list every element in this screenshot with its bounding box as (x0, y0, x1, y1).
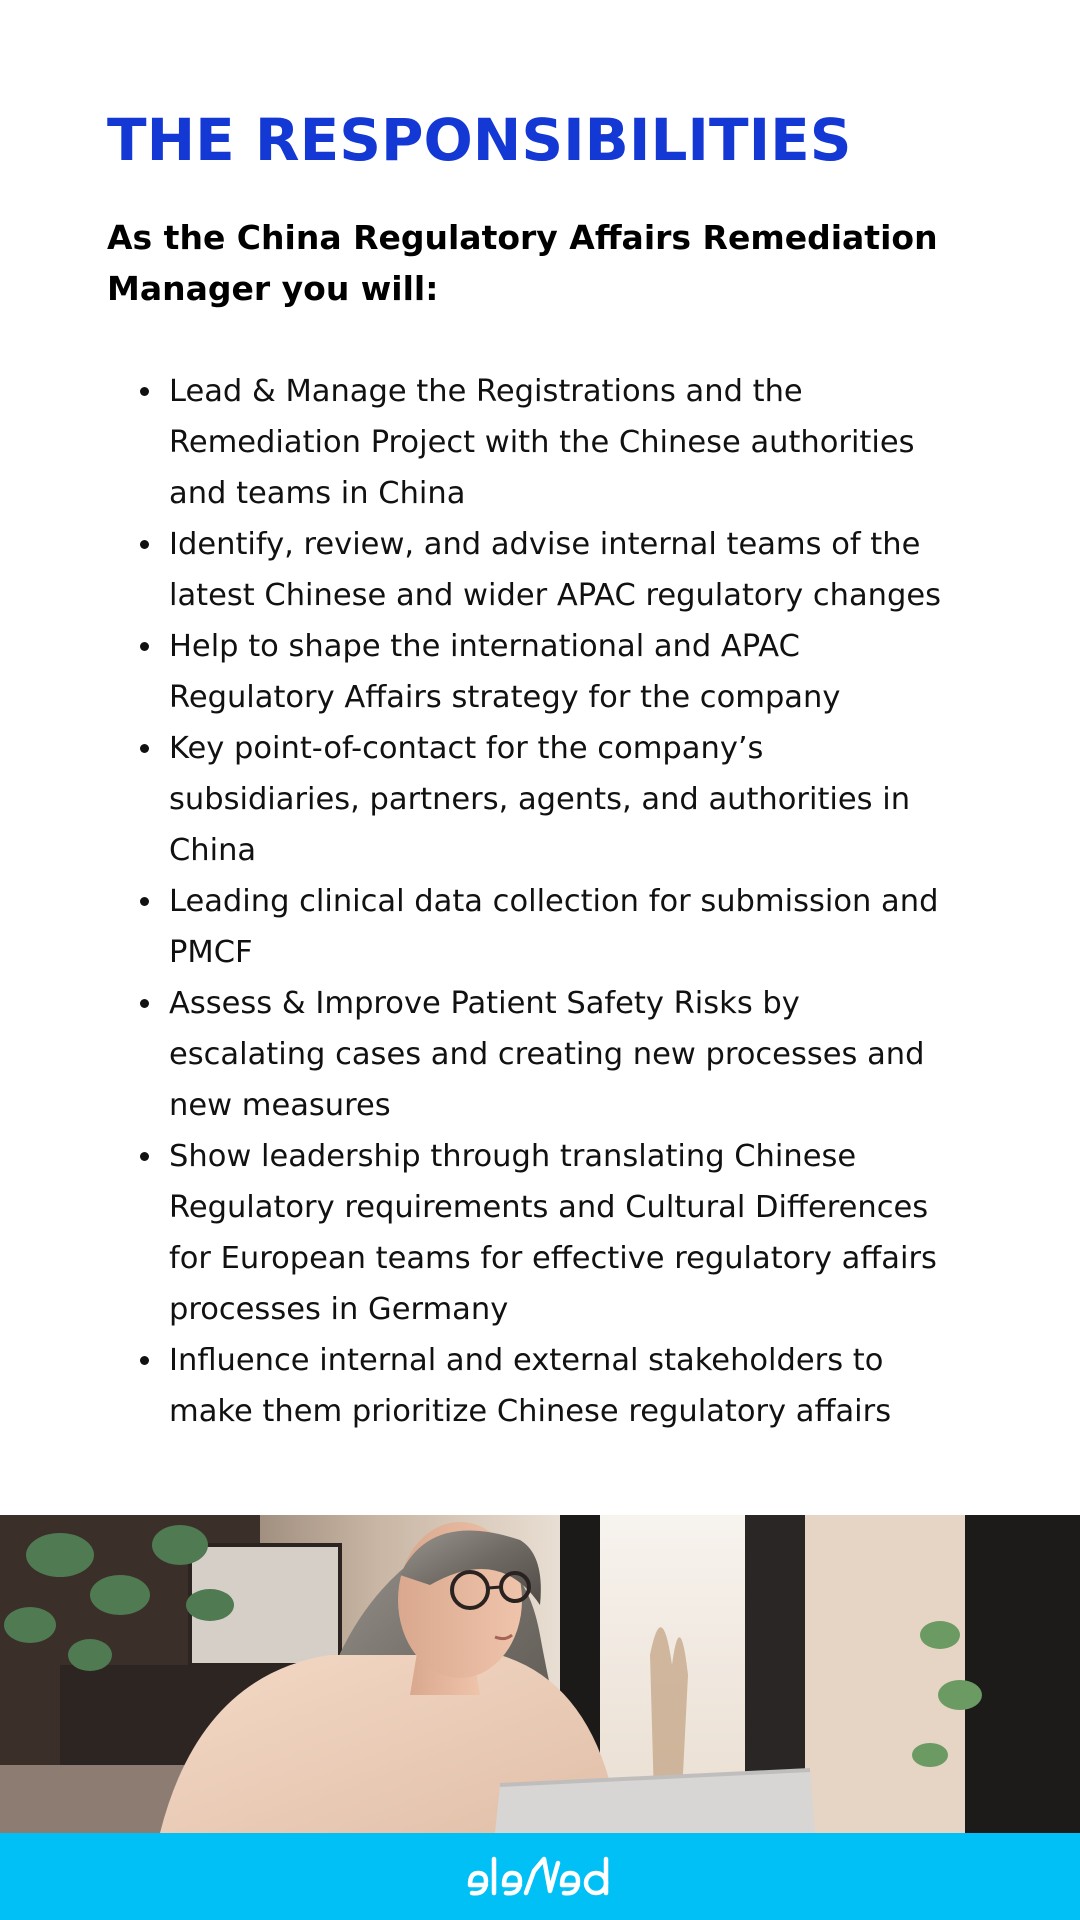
responsibility-item (107, 519, 957, 621)
responsibility-item (107, 621, 957, 723)
bullet-dot-icon (140, 999, 149, 1008)
responsibility-text: Key point-of-contact for the company’s subsidiaries, partners, agents, and authorities in China (169, 731, 911, 868)
section-subtitle: As the China Regulatory Affairs Remediation Manager you will: (107, 218, 938, 308)
responsibility-item (107, 366, 957, 519)
page-title: THE RESPONSIBILITIES (107, 106, 852, 174)
elemed-logo (464, 1851, 616, 1901)
responsibility-text: Influence internal and external stakeholders to make them prioritize Chinese regulatory affairs (169, 1343, 892, 1429)
responsibility-text: Lead & Manage the Registrations and the Remediation Project with the Chinese authorities and teams in China (169, 374, 915, 511)
bullet-dot-icon (140, 1152, 149, 1161)
responsibility-item (107, 1335, 957, 1437)
responsibility-text: Leading clinical data collection for submission and PMCF (169, 884, 939, 970)
responsibility-item (107, 723, 957, 876)
responsibility-item (107, 1131, 957, 1335)
responsibilities-list (107, 366, 957, 1437)
bullet-dot-icon (140, 1356, 149, 1365)
responsibility-text: Help to shape the international and APAC Regulatory Affairs strategy for the company (169, 629, 841, 715)
responsibility-text: Assess & Improve Patient Safety Risks by escalating cases and creating new processes and new measures (169, 986, 925, 1123)
responsibility-item (107, 978, 957, 1131)
responsibility-item (107, 876, 957, 978)
responsibility-text: Show leadership through translating Chinese Regulatory requirements and Cultural Differences for European teams for effective regulatory affairs processes in Germany (169, 1139, 937, 1327)
woman-with-laptop-photo (0, 1515, 1080, 1833)
bullet-dot-icon (140, 387, 149, 396)
bullet-dot-icon (140, 897, 149, 906)
responsibility-text: Identify, review, and advise internal teams of the latest Chinese and wider APAC regulatory changes (169, 527, 941, 613)
bullet-dot-icon (140, 642, 149, 651)
footer-bar (0, 1833, 1080, 1920)
bullet-dot-icon (140, 540, 149, 549)
bullet-dot-icon (140, 744, 149, 753)
